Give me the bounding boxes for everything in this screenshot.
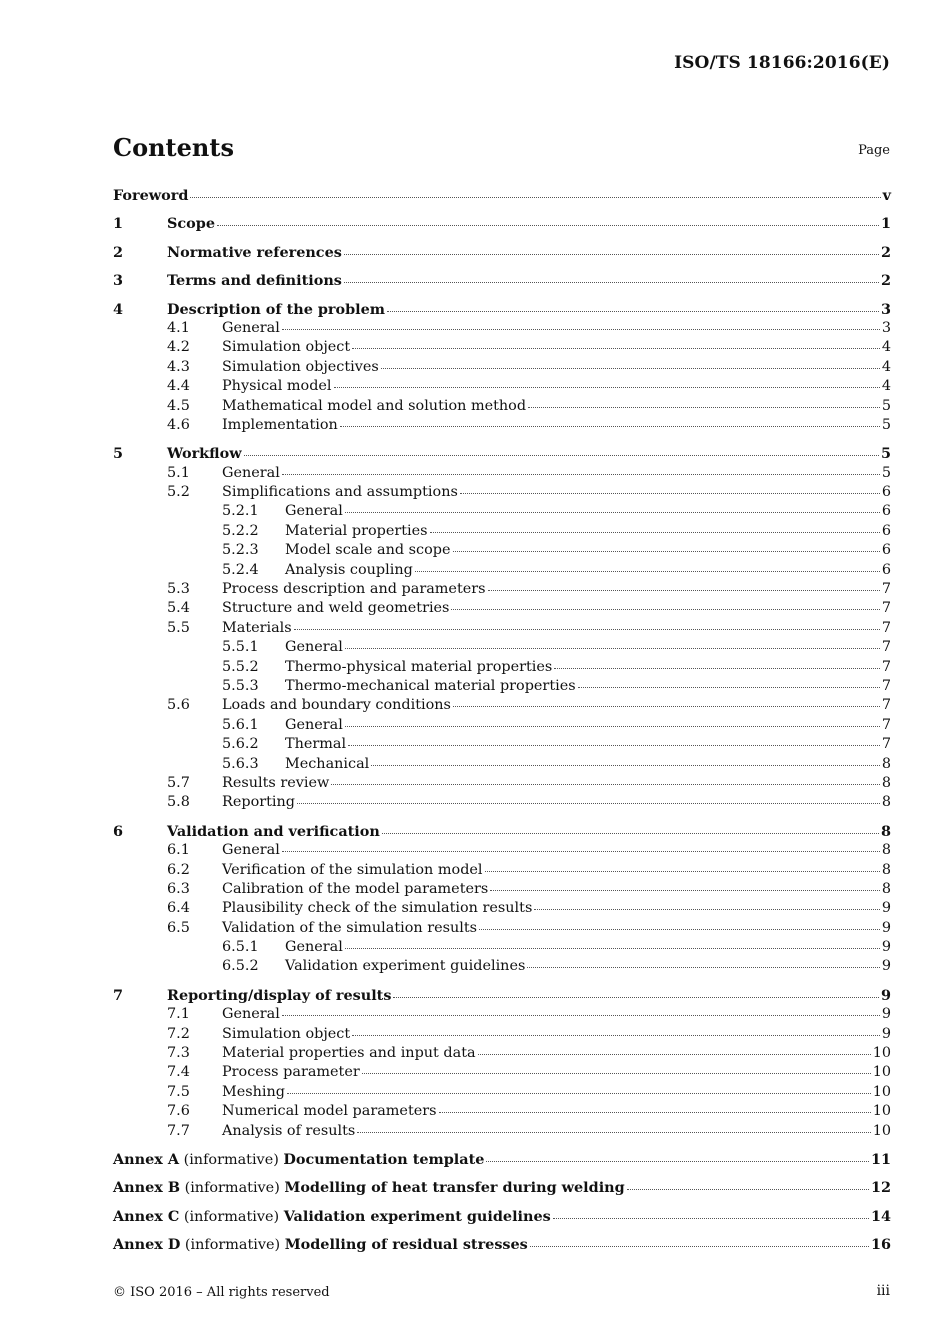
annex-title: Validation experiment guidelines	[283, 1207, 551, 1225]
toc-entry-page: 2	[880, 272, 891, 290]
dot-leader	[190, 196, 880, 198]
toc-entry-title: Material properties and input data	[222, 1045, 476, 1062]
dot-leader	[297, 802, 880, 804]
dot-leader	[578, 686, 880, 688]
toc-entry-title: Analysis of results	[222, 1122, 356, 1139]
toc-entry[interactable]	[113, 416, 891, 435]
toc-entry-title: Materials	[222, 619, 292, 636]
dot-leader	[348, 744, 880, 746]
toc-entry-page: 11	[870, 1150, 891, 1168]
annex-title: Modelling of residual stresses	[284, 1236, 528, 1254]
toc-entry-number: 7.7	[167, 1122, 190, 1139]
annex-title: Documentation template	[283, 1150, 485, 1168]
toc-entry[interactable]	[113, 1235, 891, 1254]
toc-entry-page: 8	[881, 755, 891, 772]
toc-entry-number: 2	[113, 243, 124, 261]
toc-entry-title: General	[222, 464, 280, 481]
toc-entry-number: 4.1	[167, 319, 190, 336]
toc-entry-title: General	[285, 503, 343, 520]
dot-leader	[485, 870, 880, 872]
dot-leader	[415, 570, 880, 572]
toc-entry-page: 3	[880, 300, 891, 318]
toc-entry-title: Mechanical	[285, 755, 370, 772]
toc-entry[interactable]	[113, 338, 891, 357]
toc-entry-number: 5.5	[167, 619, 190, 636]
toc-entry-number: 6	[113, 822, 124, 840]
toc-entry-page: 6	[881, 561, 891, 578]
table-of-contents	[113, 186, 891, 1255]
toc-entry-number: 7.2	[167, 1025, 190, 1042]
toc-entry-page: 7	[881, 677, 891, 694]
dot-leader	[352, 1034, 880, 1036]
toc-entry-page: 8	[880, 822, 891, 840]
toc-entry-page: 8	[881, 842, 891, 859]
toc-entry[interactable]	[113, 1044, 891, 1063]
toc-entry-page: 2	[880, 243, 891, 261]
toc-entry-page: 5	[880, 445, 891, 463]
toc-entry-title: Reporting/display of results	[167, 986, 392, 1004]
toc-entry-title: Structure and weld geometries	[222, 600, 450, 617]
dot-leader	[352, 347, 880, 349]
toc-entry-page: 10	[872, 1122, 891, 1139]
toc-entry-title: Description of the problem	[167, 300, 386, 318]
toc-entry-title: General	[285, 716, 343, 733]
dot-leader	[244, 454, 879, 456]
toc-entry-page: 9	[881, 958, 891, 975]
toc-entry-title: General	[285, 939, 343, 956]
toc-entry[interactable]	[113, 638, 891, 657]
toc-entry-title: Terms and definitions	[167, 272, 342, 290]
toc-entry-number: 7	[113, 986, 124, 1004]
toc-entry-number: 5.3	[167, 581, 190, 598]
dot-leader	[534, 908, 880, 910]
toc-entry-number: 4	[113, 300, 124, 318]
toc-entry[interactable]	[113, 774, 891, 793]
toc-entry-number: 4.3	[167, 358, 190, 375]
toc-entry-title	[113, 1178, 625, 1198]
toc-entry-page: 7	[881, 639, 891, 656]
toc-entry-number: 7.6	[167, 1103, 190, 1120]
toc-entry-page: 8	[881, 794, 891, 811]
dot-leader	[453, 550, 880, 552]
toc-entry[interactable]	[113, 243, 891, 262]
dot-leader	[331, 783, 880, 785]
toc-entry[interactable]	[113, 1102, 891, 1121]
toc-entry-title: Mathematical model and solution method	[222, 397, 527, 414]
toc-entry-page: 10	[872, 1045, 891, 1062]
toc-entry[interactable]	[113, 300, 891, 319]
toc-entry[interactable]	[113, 561, 891, 580]
dot-leader	[453, 705, 880, 707]
toc-entry-title: Thermal	[285, 736, 347, 753]
toc-entry-title: Simplifications and assumptions	[222, 484, 458, 501]
dot-leader	[282, 1014, 880, 1016]
toc-entry-title: Foreword	[113, 187, 189, 204]
annex-kind: (informative)	[183, 1208, 280, 1225]
toc-entry-title: Simulation object	[222, 339, 351, 356]
dot-leader	[217, 224, 879, 226]
toc-entry-page: 16	[870, 1236, 891, 1254]
toc-entry[interactable]	[113, 696, 891, 715]
toc-entry[interactable]	[113, 1178, 891, 1197]
toc-entry-number: 5.5.1	[222, 639, 259, 656]
dot-leader	[345, 947, 880, 949]
toc-entry-page: 5	[881, 416, 891, 433]
dot-leader	[282, 328, 880, 330]
toc-entry-number: 5.4	[167, 600, 190, 617]
copyright-notice: © ISO 2016 – All rights reserved	[113, 1285, 330, 1300]
toc-entry-page: 5	[881, 464, 891, 481]
dot-leader	[357, 1131, 870, 1133]
toc-entry[interactable]	[113, 1150, 891, 1169]
dot-leader	[345, 511, 880, 513]
toc-entry-title: General	[285, 639, 343, 656]
toc-entry-title: General	[222, 319, 280, 336]
toc-entry-page: 4	[881, 378, 891, 395]
toc-entry-page: 8	[881, 774, 891, 791]
toc-entry-title: Simulation object	[222, 1025, 351, 1042]
toc-entry[interactable]	[113, 735, 891, 754]
dot-leader	[345, 725, 880, 727]
dot-leader	[340, 425, 880, 427]
toc-entry-number: 4.4	[167, 378, 190, 395]
toc-entry-number: 6.5.1	[222, 939, 259, 956]
toc-entry-page: 7	[881, 581, 891, 598]
toc-entry[interactable]	[113, 899, 891, 918]
toc-entry[interactable]	[113, 677, 891, 696]
toc-entry[interactable]	[113, 1025, 891, 1044]
toc-entry-number: 1	[113, 215, 124, 233]
toc-entry-title: Normative references	[167, 243, 342, 261]
toc-entry-page: 10	[872, 1103, 891, 1120]
dot-leader	[486, 1160, 869, 1162]
toc-entry-page: 1	[880, 215, 891, 233]
toc-entry[interactable]	[113, 793, 891, 812]
toc-entry-number: 4.6	[167, 416, 190, 433]
toc-entry-title	[113, 1150, 484, 1170]
toc-entry[interactable]	[113, 319, 891, 338]
toc-entry-page: 9	[881, 919, 891, 936]
dot-leader	[528, 406, 880, 408]
toc-entry-number: 6.2	[167, 861, 190, 878]
toc-entry-number: 5.6.3	[222, 755, 259, 772]
toc-entry-title: Validation of the simulation results	[222, 919, 478, 936]
toc-entry-number: 5.7	[167, 774, 190, 791]
toc-entry-page: 4	[881, 358, 891, 375]
toc-entry-title: Process description and parameters	[222, 581, 486, 598]
annex-label: Annex A	[113, 1150, 180, 1168]
toc-entry[interactable]	[113, 919, 891, 938]
toc-entry[interactable]	[113, 397, 891, 416]
dot-leader	[553, 1217, 869, 1219]
toc-entry[interactable]	[113, 1063, 891, 1082]
dot-leader	[527, 966, 879, 968]
toc-entry-page: 10	[872, 1083, 891, 1100]
toc-entry[interactable]	[113, 502, 891, 521]
toc-entry-number: 5.2.4	[222, 561, 259, 578]
toc-entry-title: Thermo-mechanical material properties	[285, 677, 576, 694]
toc-entry[interactable]	[113, 938, 891, 957]
toc-entry-title: Simulation objectives	[222, 358, 379, 375]
toc-entry-number: 4.2	[167, 339, 190, 356]
toc-entry-title: Verification of the simulation model	[222, 861, 483, 878]
page-title: Contents	[113, 133, 234, 162]
toc-entry-page: 9	[881, 939, 891, 956]
toc-entry-number: 7.3	[167, 1045, 190, 1062]
toc-entry[interactable]	[113, 271, 891, 290]
dot-leader	[282, 850, 880, 852]
dot-leader	[460, 492, 880, 494]
toc-entry[interactable]	[113, 841, 891, 860]
toc-entry-number: 4.5	[167, 397, 190, 414]
toc-entry-number: 6.3	[167, 880, 190, 897]
page-number: iii	[876, 1283, 890, 1299]
page-column-label: Page	[858, 143, 890, 158]
toc-entry-page: 7	[881, 716, 891, 733]
toc-entry-title	[113, 1207, 551, 1227]
toc-entry[interactable]	[113, 444, 891, 463]
toc-entry-page: 7	[881, 619, 891, 636]
annex-label: Annex C	[113, 1207, 180, 1225]
toc-entry[interactable]	[113, 755, 891, 774]
dot-leader	[344, 253, 879, 255]
toc-entry-number: 7.5	[167, 1083, 190, 1100]
toc-entry-page: 9	[881, 1025, 891, 1042]
toc-entry-title: Reporting	[222, 794, 295, 811]
toc-entry-number: 5.8	[167, 794, 190, 811]
toc-entry-title: Process parameter	[222, 1064, 360, 1081]
toc-entry[interactable]	[113, 861, 891, 880]
toc-entry-number: 6.1	[167, 842, 190, 859]
toc-entry[interactable]	[113, 186, 891, 205]
toc-entry-page: 9	[881, 900, 891, 917]
toc-entry[interactable]	[113, 1005, 891, 1024]
toc-entry-page: 9	[880, 986, 891, 1004]
toc-entry-page: 7	[881, 736, 891, 753]
toc-entry-title: Plausibility check of the simulation results	[222, 900, 533, 917]
toc-entry-page: 4	[881, 339, 891, 356]
dot-leader	[345, 647, 880, 649]
dot-leader	[627, 1188, 869, 1190]
toc-entry-number: 5.1	[167, 464, 190, 481]
annex-title: Modelling of heat transfer during welding	[284, 1179, 625, 1197]
toc-entry-title: General	[222, 842, 280, 859]
dot-leader	[554, 667, 880, 669]
dot-leader	[381, 367, 880, 369]
toc-entry-title: Workflow	[167, 445, 242, 463]
toc-entry-page: 5	[881, 397, 891, 414]
toc-entry-page: 8	[881, 861, 891, 878]
dot-leader	[344, 281, 879, 283]
toc-entry-title: Material properties	[285, 522, 428, 539]
toc-entry-number: 7.1	[167, 1006, 190, 1023]
toc-entry[interactable]	[113, 986, 891, 1005]
toc-entry-title: Validation and verification	[167, 822, 380, 840]
toc-entry-title: Analysis coupling	[285, 561, 413, 578]
toc-entry-number: 6.5.2	[222, 958, 259, 975]
toc-entry-title: Validation experiment guidelines	[285, 958, 526, 975]
dot-leader	[282, 473, 880, 475]
annex-kind: (informative)	[184, 1180, 280, 1197]
dot-leader	[530, 1245, 869, 1247]
toc-entry[interactable]	[113, 619, 891, 638]
toc-entry-page: 6	[881, 542, 891, 559]
toc-entry-number: 5	[113, 445, 124, 463]
dot-leader	[479, 928, 880, 930]
dot-leader	[287, 1092, 871, 1094]
toc-entry-number: 7.4	[167, 1064, 190, 1081]
annex-label: Annex D	[113, 1236, 181, 1254]
toc-entry[interactable]	[113, 957, 891, 976]
toc-entry[interactable]	[113, 580, 891, 599]
toc-entry-title: Model scale and scope	[285, 542, 451, 559]
toc-entry-page: 6	[881, 522, 891, 539]
toc-entry-title: Scope	[167, 215, 215, 233]
toc-entry-number: 5.2.2	[222, 522, 259, 539]
toc-entry-page: 9	[881, 1006, 891, 1023]
toc-entry-page: 7	[881, 600, 891, 617]
toc-entry[interactable]	[113, 358, 891, 377]
toc-entry-number: 5.5.2	[222, 658, 259, 675]
toc-entry[interactable]	[113, 658, 891, 677]
dot-leader	[294, 628, 880, 630]
toc-entry[interactable]	[113, 1083, 891, 1102]
toc-entry-title: Meshing	[222, 1083, 285, 1100]
dot-leader	[393, 996, 879, 998]
dot-leader	[371, 764, 880, 766]
toc-entry-page: v	[882, 187, 891, 204]
dot-leader	[478, 1053, 871, 1055]
dot-leader	[439, 1111, 871, 1113]
toc-entry-number: 6.4	[167, 900, 190, 917]
toc-entry[interactable]	[113, 541, 891, 560]
toc-entry[interactable]	[113, 880, 891, 899]
toc-entry-number: 3	[113, 272, 124, 290]
toc-entry-title: Numerical model parameters	[222, 1103, 437, 1120]
annex-kind: (informative)	[184, 1237, 281, 1254]
dot-leader	[451, 608, 879, 610]
toc-entry-page: 10	[872, 1064, 891, 1081]
toc-entry[interactable]	[113, 1122, 891, 1141]
toc-entry[interactable]	[113, 822, 891, 841]
toc-entry[interactable]	[113, 599, 891, 618]
annex-label: Annex B	[113, 1179, 180, 1197]
dot-leader	[362, 1072, 871, 1074]
toc-entry-title: General	[222, 1006, 280, 1023]
toc-entry-number: 5.6.1	[222, 716, 259, 733]
toc-entry-number: 5.5.3	[222, 677, 259, 694]
toc-entry[interactable]	[113, 522, 891, 541]
toc-entry[interactable]	[113, 716, 891, 735]
toc-entry-page: 14	[870, 1207, 891, 1225]
toc-entry-title: Calibration of the model parameters	[222, 880, 489, 897]
toc-entry-page: 6	[881, 503, 891, 520]
toc-entry-number: 5.6	[167, 697, 190, 714]
toc-entry-page: 7	[881, 658, 891, 675]
dot-leader	[490, 889, 880, 891]
dot-leader	[387, 310, 879, 312]
toc-entry[interactable]	[113, 483, 891, 502]
toc-entry-page: 7	[881, 697, 891, 714]
toc-entry-title: Thermo-physical material properties	[285, 658, 553, 675]
toc-entry-number: 5.2	[167, 484, 190, 501]
document-identifier: ISO/TS 18166:2016(E)	[674, 53, 890, 73]
toc-entry[interactable]	[113, 464, 891, 483]
toc-entry-title	[113, 1235, 528, 1255]
toc-entry-number: 5.6.2	[222, 736, 259, 753]
toc-entry-number: 5.2.3	[222, 542, 259, 559]
toc-entry-title: Implementation	[222, 416, 338, 433]
toc-entry-page: 12	[870, 1179, 891, 1197]
toc-entry-title: Physical model	[222, 378, 332, 395]
toc-entry[interactable]	[113, 214, 891, 233]
toc-entry-title: Results review	[222, 774, 330, 791]
dot-leader	[382, 832, 879, 834]
toc-entry-number: 5.2.1	[222, 503, 259, 520]
dot-leader	[334, 386, 880, 388]
dot-leader	[430, 531, 880, 533]
toc-entry-number: 6.5	[167, 919, 190, 936]
toc-entry-title: Loads and boundary conditions	[222, 697, 451, 714]
toc-entry-page: 3	[881, 319, 891, 336]
toc-entry[interactable]	[113, 377, 891, 396]
toc-entry[interactable]	[113, 1207, 891, 1226]
toc-entry-page: 6	[881, 484, 891, 501]
annex-kind: (informative)	[183, 1151, 279, 1168]
toc-entry-page: 8	[881, 880, 891, 897]
dot-leader	[488, 589, 880, 591]
